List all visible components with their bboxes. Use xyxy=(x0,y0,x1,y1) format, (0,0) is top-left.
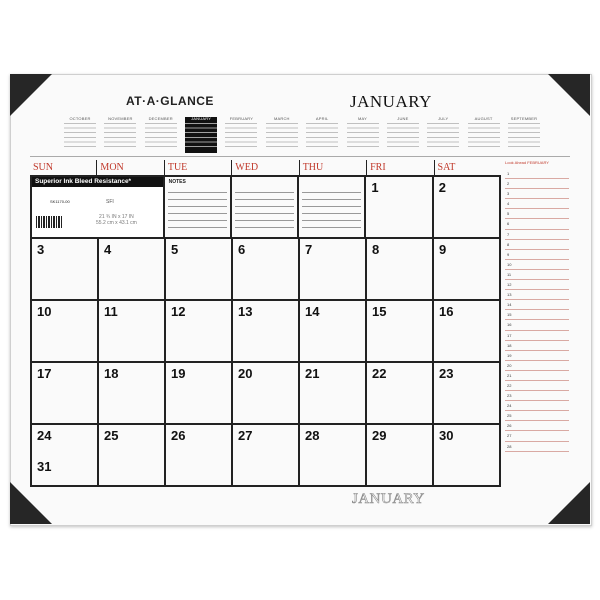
day-cell[interactable] xyxy=(300,301,367,361)
mini-calendar-title: AUGUST xyxy=(474,116,493,121)
day-number: 5 xyxy=(171,242,179,257)
day-number: 28 xyxy=(305,428,320,443)
look-ahead-date: 17 xyxy=(507,332,512,338)
mini-calendar-days xyxy=(266,123,298,148)
look-ahead-date: 15 xyxy=(507,312,512,318)
mini-calendar xyxy=(64,117,96,153)
day-cell[interactable] xyxy=(32,239,99,299)
look-ahead-line[interactable] xyxy=(505,230,569,240)
day-number: 15 xyxy=(372,304,387,319)
day-cell[interactable] xyxy=(233,239,300,299)
look-ahead-date: 9 xyxy=(507,251,510,257)
look-ahead-date: 12 xyxy=(507,282,512,288)
day-number: 16 xyxy=(439,304,454,319)
product-label xyxy=(32,177,165,237)
mini-calendar-days xyxy=(468,123,500,148)
day-number: 23 xyxy=(439,366,454,381)
note-lines xyxy=(168,186,227,234)
day-number: 29 xyxy=(372,428,387,443)
day-number: 9 xyxy=(439,242,447,257)
day-number: 20 xyxy=(238,366,253,381)
look-ahead-date: 11 xyxy=(507,271,512,277)
size-label xyxy=(96,214,137,226)
mini-calendars xyxy=(64,117,540,153)
look-ahead-line[interactable] xyxy=(505,351,569,361)
day-cell[interactable] xyxy=(367,239,434,299)
look-ahead-date: 6 xyxy=(507,221,510,227)
day-of-week-label: TUE xyxy=(164,160,231,175)
look-ahead-line[interactable] xyxy=(505,199,569,209)
mini-calendar-days xyxy=(104,123,136,148)
size-metric: 55.2 cm x 43.1 cm xyxy=(96,220,137,226)
day-number: 24 xyxy=(37,428,52,443)
look-ahead-date: 10 xyxy=(507,261,512,267)
look-ahead-line[interactable] xyxy=(505,320,569,330)
look-ahead-date: 26 xyxy=(507,423,512,429)
look-ahead-line[interactable] xyxy=(505,442,569,452)
mini-calendar-days xyxy=(347,123,379,148)
look-ahead-line[interactable] xyxy=(505,219,569,229)
day-cell[interactable] xyxy=(434,301,501,361)
look-ahead-line[interactable] xyxy=(505,341,569,351)
day-cell[interactable] xyxy=(99,301,166,361)
corner-top-right xyxy=(548,74,590,116)
look-ahead-line[interactable] xyxy=(505,179,569,189)
day-cell[interactable] xyxy=(233,301,300,361)
look-ahead-date: 13 xyxy=(507,292,512,298)
mini-calendar xyxy=(185,117,217,153)
look-ahead-line[interactable] xyxy=(505,391,569,401)
day-cell[interactable] xyxy=(434,363,501,423)
day-cell[interactable] xyxy=(367,425,434,485)
day-cell[interactable] xyxy=(32,425,99,485)
corner-bottom-left xyxy=(10,482,52,524)
mini-calendar xyxy=(387,117,419,153)
look-ahead-date: 16 xyxy=(507,322,512,328)
mini-calendar-title: MARCH xyxy=(273,116,290,121)
look-ahead-line[interactable] xyxy=(505,381,569,391)
day-cell[interactable] xyxy=(166,363,233,423)
look-ahead-sidebar xyxy=(505,160,569,468)
day-cell[interactable] xyxy=(366,177,433,237)
look-ahead-line[interactable] xyxy=(505,240,569,250)
day-of-week-header xyxy=(30,160,501,175)
sku-label: SK1170-00 xyxy=(50,199,70,204)
mini-calendar xyxy=(306,117,338,153)
day-number: 26 xyxy=(171,428,186,443)
notes-cell xyxy=(165,177,232,237)
look-ahead-line[interactable] xyxy=(505,270,569,280)
week-row xyxy=(32,363,501,425)
look-ahead-line[interactable] xyxy=(505,250,569,260)
look-ahead-line[interactable] xyxy=(505,361,569,371)
mini-calendar-days xyxy=(306,123,338,148)
bleed-label: Superior Ink Bleed Resistance* xyxy=(32,177,163,187)
day-of-week-label: FRI xyxy=(366,160,433,175)
look-ahead-date: 28 xyxy=(507,443,512,449)
day-of-week-label: THU xyxy=(299,160,366,175)
weeks xyxy=(30,175,501,487)
mini-calendar xyxy=(347,117,379,153)
mini-calendar-title: APRIL xyxy=(315,116,329,121)
day-cell[interactable] xyxy=(99,363,166,423)
look-ahead-header: Look Ahead FEBRUARY xyxy=(505,160,549,165)
day-cell[interactable] xyxy=(300,239,367,299)
day-cell[interactable] xyxy=(233,363,300,423)
look-ahead-date: 7 xyxy=(507,231,510,237)
look-ahead-date: 4 xyxy=(507,201,510,207)
day-of-week-label: SUN xyxy=(33,162,54,173)
week-row xyxy=(32,177,501,239)
day-number: 1 xyxy=(371,180,379,195)
look-ahead-date: 21 xyxy=(507,372,512,378)
look-ahead-date: 20 xyxy=(507,362,512,368)
look-ahead-date: 5 xyxy=(507,211,510,217)
day-cell[interactable] xyxy=(166,239,233,299)
mini-calendar-title: NOVEMBER xyxy=(108,116,133,121)
mini-calendar-days xyxy=(145,123,177,148)
notes-label: NOTES xyxy=(168,179,186,185)
day-number: 30 xyxy=(439,428,454,443)
mini-calendar-title: SEPTEMBER xyxy=(510,116,538,121)
mini-calendar-title: FEBRUARY xyxy=(229,116,254,121)
look-ahead-line[interactable] xyxy=(505,310,569,320)
day-number: 25 xyxy=(104,428,119,443)
day-number: 4 xyxy=(104,242,112,257)
look-ahead-line[interactable] xyxy=(505,371,569,381)
day-number: 19 xyxy=(171,366,186,381)
note-lines xyxy=(235,186,294,234)
look-ahead-date: 27 xyxy=(507,433,512,439)
mini-calendar-days xyxy=(508,123,540,148)
day-number: 18 xyxy=(104,366,119,381)
notes-cell xyxy=(299,177,366,237)
day-cell[interactable] xyxy=(367,363,434,423)
look-ahead-line[interactable] xyxy=(505,189,569,199)
look-ahead-date: 25 xyxy=(507,413,512,419)
mini-calendar xyxy=(145,117,177,153)
day-cell[interactable] xyxy=(99,239,166,299)
size-imperial: 21 ¾ IN x 17 IN xyxy=(99,214,134,220)
mini-calendar-title: JUNE xyxy=(397,116,409,121)
look-ahead-line[interactable] xyxy=(505,209,569,219)
look-ahead-line[interactable] xyxy=(505,411,569,421)
look-ahead-line[interactable] xyxy=(505,280,569,290)
look-ahead-line[interactable] xyxy=(505,169,569,179)
look-ahead-line[interactable] xyxy=(505,260,569,270)
look-ahead-date: 14 xyxy=(507,302,512,308)
day-cell[interactable] xyxy=(166,301,233,361)
day-number: 31 xyxy=(37,459,52,474)
look-ahead-line[interactable] xyxy=(505,421,569,431)
look-ahead-date: 19 xyxy=(507,352,512,358)
day-number: 13 xyxy=(238,304,253,319)
look-ahead-date: 23 xyxy=(507,393,512,399)
week-row xyxy=(32,301,501,363)
barcode xyxy=(36,216,62,228)
day-cell[interactable] xyxy=(300,363,367,423)
day-number: 7 xyxy=(305,242,313,257)
day-of-week-label: SAT xyxy=(434,160,501,175)
day-cell[interactable] xyxy=(434,425,501,485)
mini-calendar xyxy=(104,117,136,153)
day-of-week-label: MON xyxy=(96,160,163,175)
mini-calendar-title: JULY xyxy=(438,116,449,121)
day-cell[interactable] xyxy=(32,363,99,423)
day-number: 21 xyxy=(305,366,320,381)
look-ahead-line[interactable] xyxy=(505,401,569,411)
corner-bottom-right xyxy=(548,482,590,524)
day-cell[interactable] xyxy=(367,301,434,361)
mini-calendar xyxy=(225,117,257,153)
day-cell[interactable] xyxy=(99,425,166,485)
look-ahead-line[interactable] xyxy=(505,431,569,441)
day-number: 3 xyxy=(37,242,45,257)
calendar-grid xyxy=(30,160,501,487)
look-ahead-line[interactable] xyxy=(505,331,569,341)
look-ahead-date: 8 xyxy=(507,241,510,247)
footer-month: JANUARY xyxy=(352,491,425,507)
day-cell[interactable] xyxy=(32,301,99,361)
day-cell[interactable] xyxy=(434,177,501,237)
notes-cell xyxy=(232,177,299,237)
mini-calendar-title: MAY xyxy=(358,116,367,121)
look-ahead-date: 1 xyxy=(507,171,510,176)
day-number: 8 xyxy=(372,242,380,257)
mini-calendar-days xyxy=(185,123,217,148)
mini-calendar-title: JANUARY xyxy=(191,116,212,121)
day-number: 10 xyxy=(37,304,52,319)
day-cell[interactable] xyxy=(300,425,367,485)
look-ahead-line[interactable] xyxy=(505,300,569,310)
day-number: 12 xyxy=(171,304,186,319)
mini-calendar-days xyxy=(225,123,257,148)
mini-calendar xyxy=(468,117,500,153)
day-number: 27 xyxy=(238,428,253,443)
week-row xyxy=(32,239,501,301)
day-cell[interactable] xyxy=(233,425,300,485)
corner-top-left xyxy=(10,74,52,116)
day-number: 2 xyxy=(438,180,446,195)
mini-calendar-days xyxy=(387,123,419,148)
day-number: 6 xyxy=(238,242,246,257)
look-ahead-line[interactable] xyxy=(505,290,569,300)
look-ahead-date: 24 xyxy=(507,403,512,409)
day-cell[interactable] xyxy=(434,239,501,299)
sfi-label: SFI xyxy=(106,199,114,205)
look-ahead-date: 18 xyxy=(507,342,512,348)
mini-calendar-days xyxy=(427,123,459,148)
mini-calendar-days xyxy=(64,123,96,148)
look-ahead-date: 22 xyxy=(507,382,512,388)
look-ahead-date: 2 xyxy=(507,181,510,187)
week-row xyxy=(32,425,501,487)
day-number: 17 xyxy=(37,366,52,381)
day-number: 22 xyxy=(372,366,387,381)
divider xyxy=(30,156,570,157)
day-number: 14 xyxy=(305,304,320,319)
look-ahead-date: 3 xyxy=(507,191,510,197)
brand-logo: AT·A·GLANCE xyxy=(126,94,214,108)
day-cell[interactable] xyxy=(166,425,233,485)
mini-calendar xyxy=(427,117,459,153)
note-lines xyxy=(302,186,361,234)
mini-calendar xyxy=(266,117,298,153)
day-of-week-label: WED xyxy=(231,160,298,175)
mini-calendar-title: DECEMBER xyxy=(148,116,173,121)
mini-calendar xyxy=(508,117,540,153)
mini-calendar-title: OCTOBER xyxy=(69,116,91,121)
month-title: JANUARY xyxy=(350,92,432,111)
day-number: 11 xyxy=(104,304,118,319)
